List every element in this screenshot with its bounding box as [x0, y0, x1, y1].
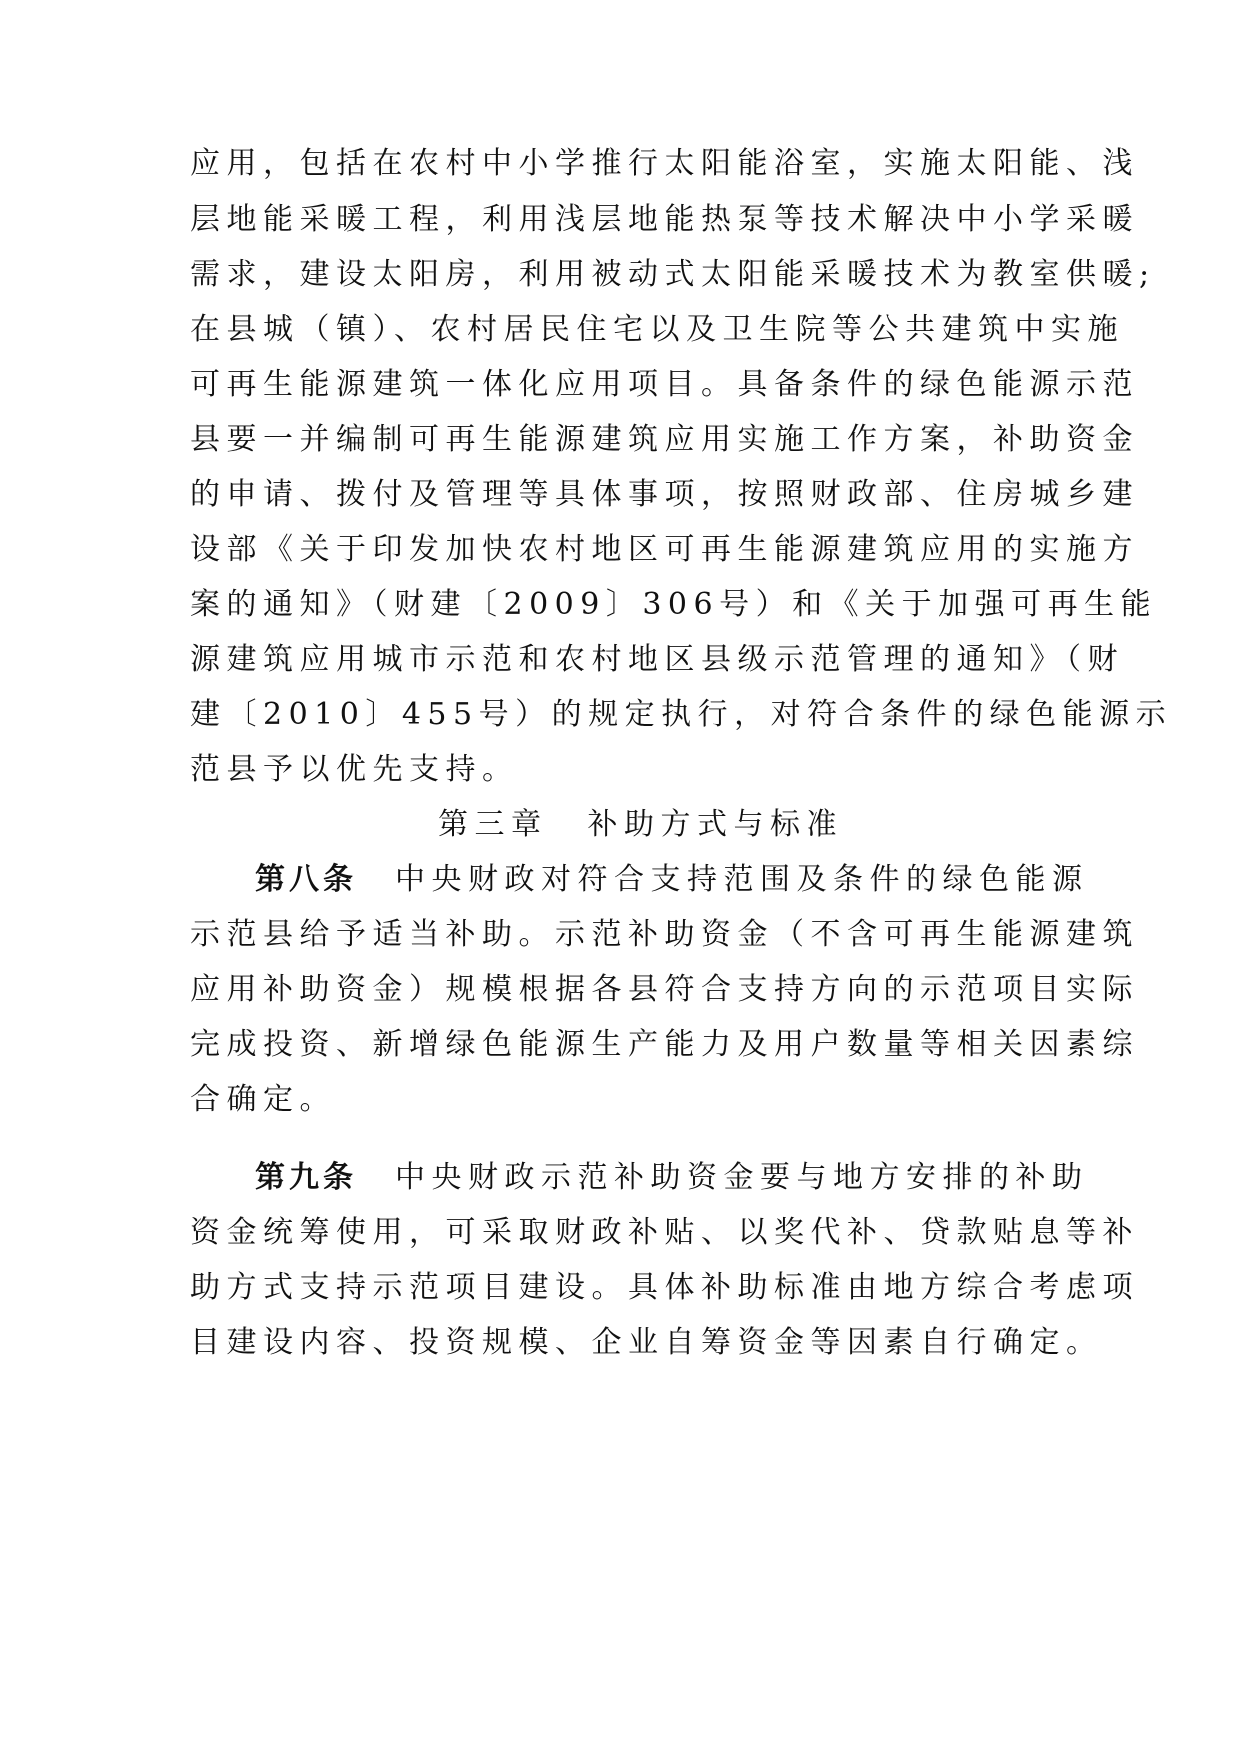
paragraph-line: 案的通知》（财建〔2009〕306号）和《关于加强可再生能: [190, 587, 1158, 622]
paragraph-line: 示范县给予适当补助。示范补助资金（不含可再生能源建筑: [190, 917, 1139, 952]
paragraph-line: 县要一并编制可再生能源建筑应用实施工作方案，补助资金: [190, 422, 1139, 457]
paragraph-line: 建〔2010〕455号）的规定执行，对符合条件的绿色能源示: [190, 697, 1173, 732]
article-9-label: 第九条: [255, 1160, 357, 1195]
paragraph-line: 目建设内容、投资规模、企业自筹资金等因素自行确定。: [190, 1325, 1103, 1360]
paragraph-line: 完成投资、新增绿色能源生产能力及用户数量等相关因素综: [190, 1027, 1139, 1062]
chapter-title: 补助方式与标准: [587, 807, 843, 842]
paragraph-line: 范县予以优先支持。: [190, 752, 519, 787]
chapter-number: 第三章: [438, 807, 548, 842]
paragraph-line: 源建筑应用城市示范和农村地区县级示范管理的通知》（财: [190, 642, 1124, 677]
article-9-first-line: [255, 1148, 1089, 1208]
paragraph-line: 可再生能源建筑一体化应用项目。具备条件的绿色能源示范: [190, 367, 1139, 402]
article-8-first-line: [255, 850, 1089, 910]
paragraph-line: 设部《关于印发加快农村地区可再生能源建筑应用的实施方: [190, 532, 1139, 567]
paragraph-line: 应用补助资金）规模根据各县符合支持方向的示范项目实际: [190, 972, 1139, 1007]
article-9-text: 中央财政示范补助资金要与地方安排的补助: [395, 1160, 1089, 1195]
paragraph-line: 合确定。: [190, 1082, 336, 1117]
chapter-heading: [438, 795, 938, 855]
paragraph-line: 助方式支持示范项目建设。具体补助标准由地方综合考虑项: [190, 1270, 1139, 1305]
article-8-text: 中央财政对符合支持范围及条件的绿色能源: [395, 862, 1089, 897]
paragraph-line: 在县城（镇）、农村居民住宅以及卫生院等公共建筑中实施: [190, 312, 1124, 347]
article-8-label: 第八条: [255, 862, 357, 897]
paragraph-line: 资金统筹使用，可采取财政补贴、以奖代补、贷款贴息等补: [190, 1215, 1139, 1250]
paragraph-line: 需求，建设太阳房，利用被动式太阳能采暖技术为教室供暖;: [190, 257, 1156, 292]
paragraph-line: 应用，包括在农村中小学推行太阳能浴室，实施太阳能、浅: [190, 146, 1139, 181]
paragraph-line: 的申请、拨付及管理等具体事项，按照财政部、住房城乡建: [190, 477, 1139, 512]
paragraph-line: 层地能采暖工程，利用浅层地能热泵等技术解决中小学采暖: [190, 202, 1139, 237]
